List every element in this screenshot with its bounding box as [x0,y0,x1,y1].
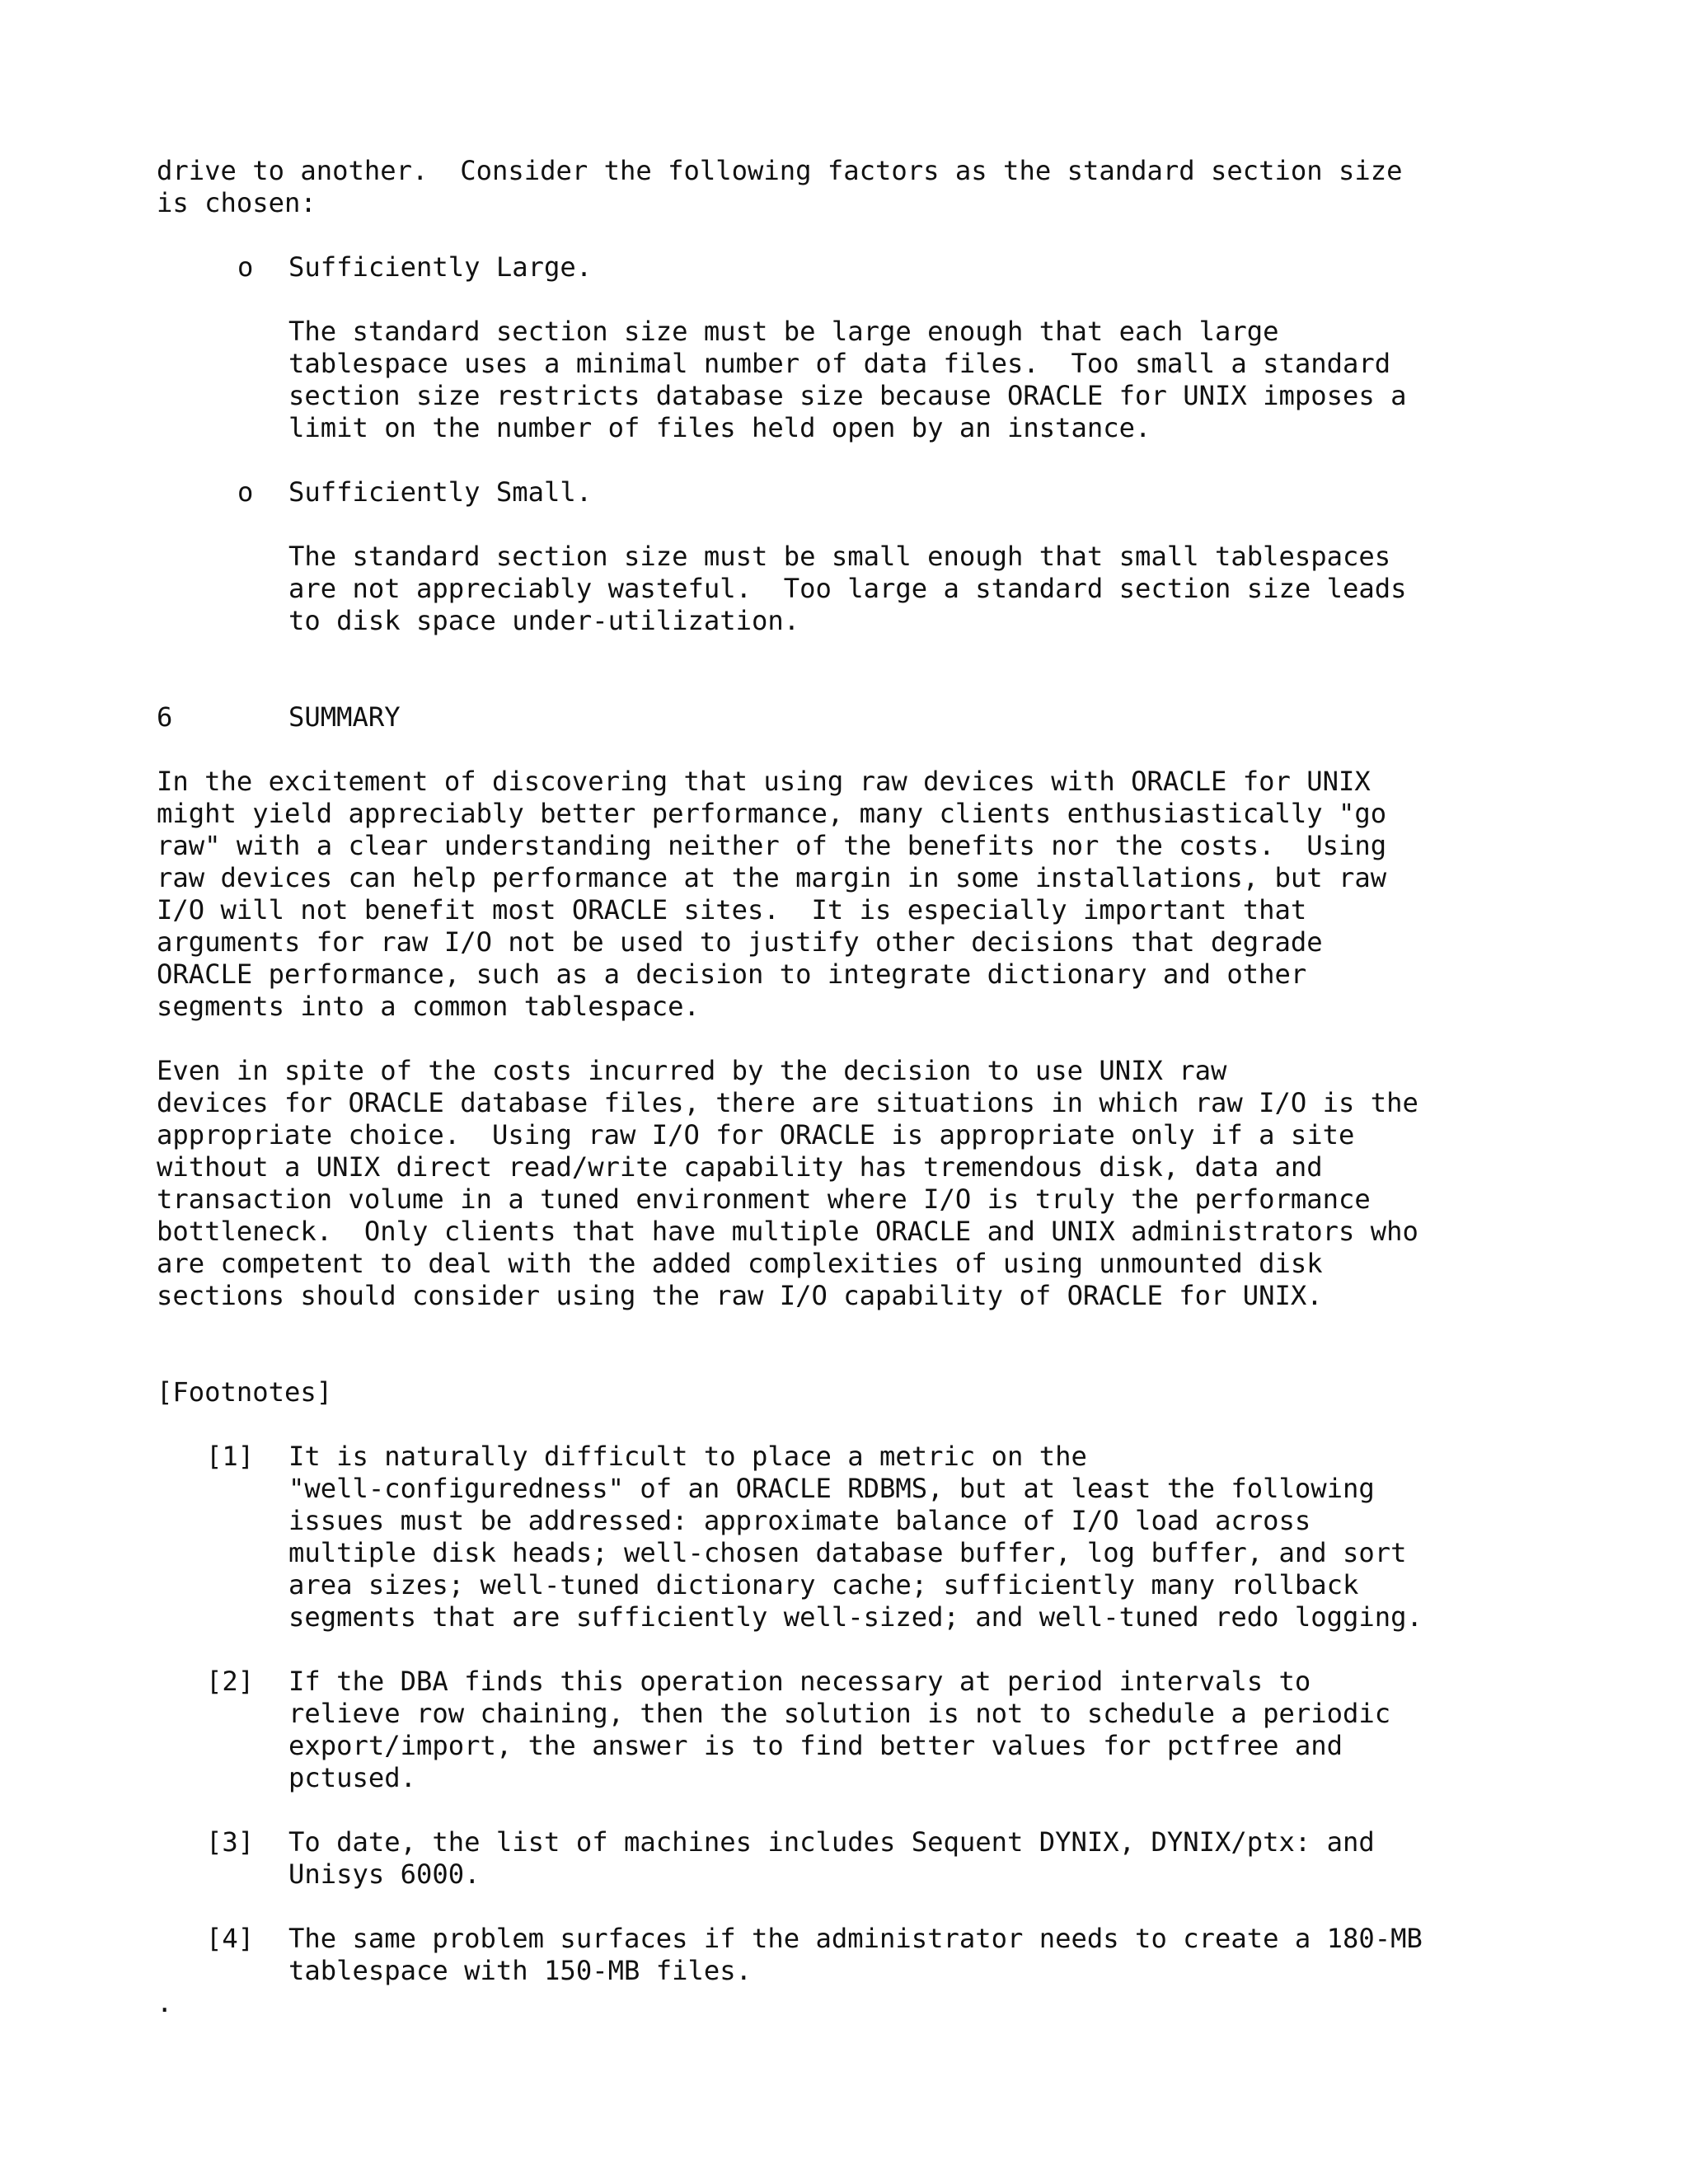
summary-line: might yield appreciably better performance, many clients enthusiastically "go [157,798,1387,829]
intro-line: drive to another. Consider the following factors as the standard section size [157,155,1403,186]
document-page [157,155,1657,2019]
factor-body-line: The standard section size must be large enough that each large [288,316,1279,347]
summary-line: arguments for raw I/O not be used to justify other decisions that degrade [157,926,1323,958]
section-heading [157,701,1657,733]
factor-body-line: tablespace uses a minimal number of data files. Too small a standard [288,348,1391,379]
summary-line: bottleneck. Only clients that have multiple ORACLE and UNIX administrators who [157,1216,1418,1247]
footnote-marker: [4] [206,1923,255,1954]
footnotes-heading: [Footnotes] [157,1376,333,1408]
section-title: SUMMARY [288,701,401,733]
summary-line: sections should consider using the raw I/O capability of ORACLE for UNIX. [157,1280,1323,1311]
footnote-line: segments that are sufficiently well-sized; and well-tuned redo logging. [288,1601,1423,1633]
summary-paragraph [157,1055,1657,1312]
summary-line: Even in spite of the costs incurred by the decision to use UNIX raw [157,1055,1227,1086]
footnote [157,1441,1657,1633]
summary-line: transaction volume in a tuned environment where I/O is truly the performance [157,1183,1371,1215]
footnote-line: tablespace with 150-MB files. [288,1955,752,1986]
footnote [157,1666,1657,1794]
footnote-line: area sizes; well-tuned dictionary cache; sufficiently many rollback [288,1569,1359,1601]
summary-line: In the excitement of discovering that using raw devices with ORACLE for UNIX [157,766,1371,797]
footnote-text [288,1666,1390,1794]
footnote-line: issues must be addressed: approximate balance of I/O load across [288,1505,1311,1536]
factor-body-line: section size restricts database size because ORACLE for UNIX imposes a [288,380,1407,411]
summary-paragraph [157,766,1657,1023]
factor-title: Sufficiently Large. [288,251,593,283]
factor-item [157,476,1657,637]
summary-line: devices for ORACLE database files, there are situations in which raw I/O is the [157,1087,1418,1118]
summary-line: segments into a common tablespace. [157,991,700,1022]
factor-body [157,316,1657,444]
factor-body-line: limit on the number of files held open by an instance. [288,412,1151,443]
footnote-line: "well-configuredness" of an ORACLE RDBMS, but at least the following [288,1473,1375,1504]
factor-item [157,251,1657,444]
trailing-mark: . [157,1987,173,2018]
intro-paragraph [157,155,1657,219]
footnote-line: relieve row chaining, then the solution is not to schedule a periodic [288,1698,1391,1729]
summary-line: appropriate choice. Using raw I/O for ORACLE is appropriate only if a site [157,1119,1355,1151]
summary-line: ORACLE performance, such as a decision to integrate dictionary and other [157,958,1307,990]
footnote [157,1826,1657,1891]
footnote-text [288,1441,1423,1633]
footnote-line: The same problem surfaces if the administrator needs to create a 180-MB [288,1923,1423,1954]
summary-line: I/O will not benefit most ORACLE sites. It is especially important that [157,894,1307,926]
summary-line: are competent to deal with the added complexities of using unmounted disk [157,1248,1323,1279]
footnote-marker: [2] [206,1666,255,1697]
section-number: 6 [157,701,173,733]
footnote-line: To date, the list of machines includes Sequent DYNIX, DYNIX/ptx: and [288,1826,1375,1858]
bullet-marker: o [237,251,254,283]
bullet-marker: o [237,476,254,508]
footnote-marker: [1] [206,1441,255,1472]
summary-line: raw devices can help performance at the margin in some installations, but raw [157,862,1387,893]
summary-line: raw" with a clear understanding neither of the benefits nor the costs. Using [157,830,1387,861]
factor-body-line: are not appreciably wasteful. Too large a standard section size leads [288,573,1407,604]
factor-body-line: to disk space under-utilization. [288,605,800,636]
footnote [157,1923,1657,1987]
factor-body [157,541,1657,637]
factor-title: Sufficiently Small. [288,476,593,508]
footnote-line: Unisys 6000. [288,1858,481,1890]
footnote-line: pctused. [288,1762,417,1793]
summary-line: without a UNIX direct read/write capability has tremendous disk, data and [157,1151,1323,1183]
factor-heading [157,251,1657,284]
footnote-marker: [3] [206,1826,255,1858]
factor-heading [157,476,1657,509]
footnote-line: export/import, the answer is to find better values for pctfree and [288,1730,1343,1761]
footnote-line: It is naturally difficult to place a metric on the [288,1441,1087,1472]
footnote-text [288,1923,1423,1987]
footnote-line: multiple disk heads; well-chosen database buffer, log buffer, and sort [288,1537,1407,1568]
factor-body-line: The standard section size must be small enough that small tablespaces [288,541,1391,572]
footnote-line: If the DBA finds this operation necessary at period intervals to [288,1666,1311,1697]
footnote-text [288,1826,1375,1891]
intro-line: is chosen: [157,187,316,218]
